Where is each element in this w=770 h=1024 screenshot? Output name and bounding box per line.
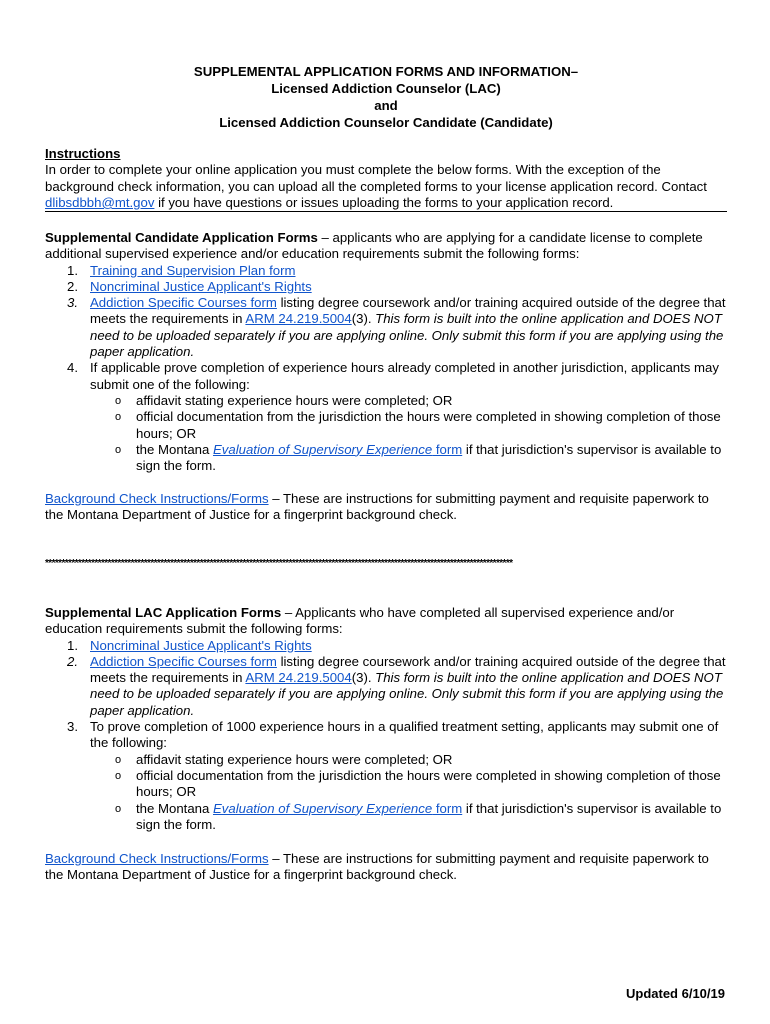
list-item: 2. Addiction Specific Courses form listing degree coursework and/or training acquired outside of the degree that meets the requirements in ARM 24.219.5004(3). This form is built into the online application and DOES NOT need to be uploaded separately if you are applying online. Only submit this form if you are applying using the paper application.	[67, 653, 726, 718]
lac-background-check: Background Check Instructions/Forms – These are instructions for submitting payment and requisite paperwork to the Montana Department of Justice for a fingerprint background check.	[45, 851, 709, 883]
doc-title-line2: Licensed Addiction Counselor (LAC)	[271, 81, 501, 96]
list-item: 2. Noncriminal Justice Applicant's Rights	[67, 278, 312, 294]
supervisory-experience-link[interactable]: Evaluation of Supervisory Experience form	[212, 441, 463, 457]
candidate-intro: Supplemental Candidate Application Forms – applicants who are applying for a candidate license to complete additional supervised experience and/or education requirements submit the following forms:	[45, 230, 703, 262]
doc-title-line4: Licensed Addiction Counselor Candidate (Candidate)	[219, 115, 553, 130]
asterisk-separator: **********************************************************************************************************************************************	[45, 558, 513, 569]
bullet-item: o affidavit stating experience hours were completed; OR	[115, 751, 453, 767]
instructions-text: In order to complete your online application you must complete the below forms. With the exception of the background check information, you can upload all the completed forms to your license application record. Contact dlibsdbbh@mt.gov if you have questions or issues uploading the forms to your application record.	[45, 162, 707, 210]
lac-section	[45, 605, 727, 833]
arm-link[interactable]: ARM 24.219.5004	[245, 670, 352, 686]
candidate-section	[45, 230, 727, 474]
training-supervision-plan-link[interactable]: Training and Supervision Plan form	[90, 262, 296, 278]
arm-link[interactable]: ARM 24.219.5004	[245, 311, 352, 327]
contact-email-link[interactable]: dlibsdbbh@mt.gov	[45, 194, 155, 210]
bullet-item: o the Montana Evaluation of Supervisory Experience form if that jurisdiction's supervisor is available to sign the form.	[115, 441, 722, 474]
list-item: 3. Addiction Specific Courses form listing degree coursework and/or training acquired outside of the degree that meets the requirements in ARM 24.219.5004(3). This form is built into the online application and DOES NOT need to be uploaded separately if you are applying online. Only submit this form if you are applying using the paper application.	[67, 295, 726, 360]
lac-intro: Supplemental LAC Application Forms – Applicants who have completed all supervised experience and/or education requirements submit the following forms:	[45, 605, 675, 637]
candidate-heading: Supplemental Candidate Application Forms	[45, 230, 318, 245]
list-item: 1. Noncriminal Justice Applicant's Rights	[67, 637, 312, 653]
background-check-link[interactable]: Background Check Instructions/Forms	[45, 491, 269, 506]
instructions-section	[45, 146, 727, 211]
lac-heading: Supplemental LAC Application Forms	[45, 605, 282, 620]
bullet-item: o official documentation from the jurisdiction the hours were completed in showing completion of those hours; OR	[115, 767, 721, 800]
list-item: 4. If applicable prove completion of experience hours already completed in another jurisdiction, applicants may submit one of the following:	[67, 360, 719, 392]
list-item: 3. To prove completion of 1000 experience hours in a qualified treatment setting, applicants may submit one of the following:	[67, 719, 719, 751]
instructions-heading: Instructions	[45, 146, 121, 161]
doc-title-line3: and	[374, 98, 398, 113]
candidate-background-check: Background Check Instructions/Forms – These are instructions for submitting payment and requisite paperwork to the Montana Department of Justice for a fingerprint background check.	[45, 491, 709, 523]
divider	[45, 211, 727, 212]
background-check-link[interactable]: Background Check Instructions/Forms	[45, 851, 269, 866]
addiction-courses-link[interactable]: Addiction Specific Courses form	[90, 295, 277, 311]
updated-date: Updated 6/10/19	[626, 986, 725, 1001]
supervisory-experience-link[interactable]: Evaluation of Supervisory Experience form	[212, 800, 463, 816]
bullet-item: o official documentation from the jurisdiction the hours were completed in showing completion of those hours; OR	[115, 409, 721, 441]
bullet-item: o affidavit stating experience hours were completed; OR	[115, 392, 453, 408]
doc-title-line1: SUPPLEMENTAL APPLICATION FORMS AND INFORMATION–	[193, 64, 579, 79]
list-item: 1. Training and Supervision Plan form	[67, 262, 296, 278]
noncriminal-rights-link[interactable]: Noncriminal Justice Applicant's Rights	[90, 637, 312, 653]
addiction-courses-link[interactable]: Addiction Specific Courses form	[90, 653, 277, 669]
bullet-item: o the Montana Evaluation of Supervisory Experience form if that jurisdiction's supervisor is available to sign the form.	[115, 800, 722, 832]
noncriminal-rights-link[interactable]: Noncriminal Justice Applicant's Rights	[90, 278, 312, 294]
